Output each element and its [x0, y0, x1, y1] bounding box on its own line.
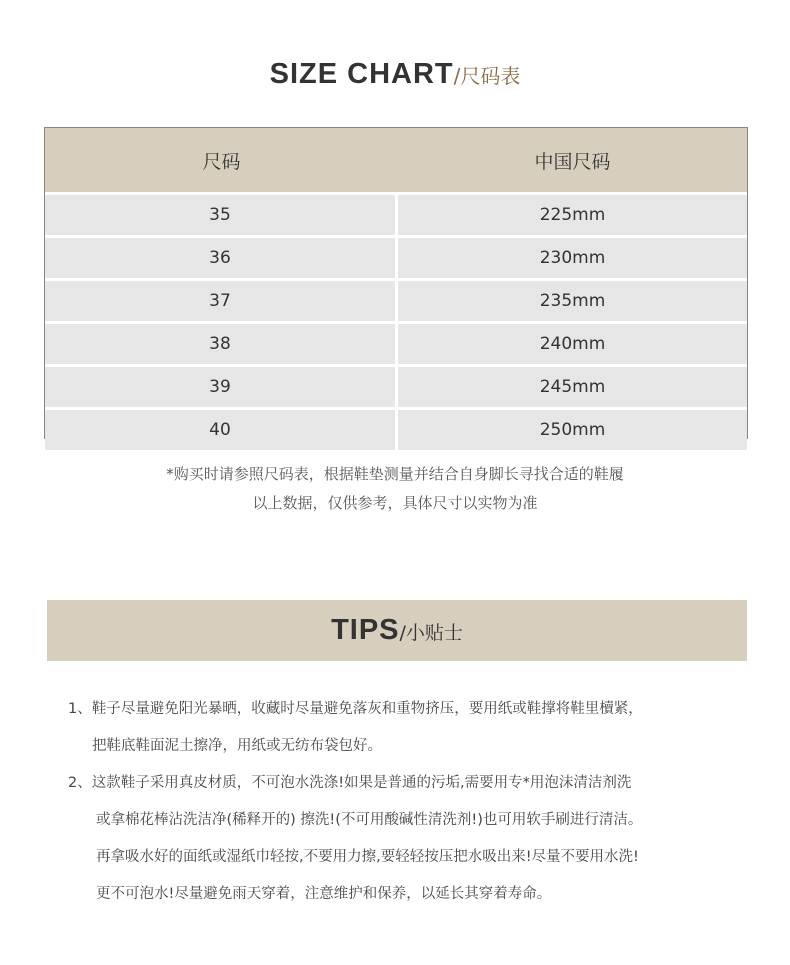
size-cell: 39 [45, 367, 398, 410]
size-table [44, 127, 748, 439]
tips-banner [47, 600, 747, 661]
length-cell: 225mm [398, 195, 747, 238]
tips-list [68, 696, 758, 918]
size-chart-title-main: SIZE CHART [269, 58, 454, 90]
table-row [45, 324, 747, 367]
table-row [45, 238, 747, 281]
table-row [45, 410, 747, 450]
length-cell: 245mm [398, 367, 747, 410]
table-header-row [45, 128, 747, 195]
length-cell: 250mm [398, 410, 747, 450]
size-note-line-1: *购买时请参照尺码表，根据鞋垫测量并结合自身脚长寻找合适的鞋履 [166, 465, 624, 483]
size-cell: 38 [45, 324, 398, 367]
tips-title-sub: /小贴士 [399, 622, 463, 644]
tip-line: 2、这款鞋子采用真皮材质，不可泡水洗涤!如果是普通的污垢,需要用专*用泡沫清洁剂洗 [68, 775, 632, 791]
table-row [45, 367, 747, 410]
size-cell: 36 [45, 238, 398, 281]
length-cell: 235mm [398, 281, 747, 324]
tip-line: 把鞋底鞋面泥土擦净，用纸或无纺布袋包好。 [92, 738, 382, 754]
size-cell: 37 [45, 281, 398, 324]
size-cell: 40 [45, 410, 398, 450]
tip-line: 或拿棉花棒沾洗洁净(稀释开的) 擦洗!(不可用酸碱性清洗剂!)也可用软手刷进行清洁。 [96, 812, 643, 828]
size-cell: 35 [45, 195, 398, 238]
column-header-china-size: 中国尺码 [398, 128, 747, 195]
table-row [45, 195, 747, 238]
length-cell: 240mm [398, 324, 747, 367]
size-note [0, 460, 790, 518]
size-note-line-2: 以上数据，仅供参考，具体尺寸以实物为准 [252, 494, 538, 512]
size-chart-title-sub: /尺码表 [453, 64, 521, 88]
length-cell: 230mm [398, 238, 747, 281]
size-chart-title [0, 54, 790, 98]
tip-line: 1、鞋子尽量避免阳光暴晒，收藏时尽量避免落灰和重物挤压，要用纸或鞋撑将鞋里櫝紧， [68, 701, 643, 717]
table-row [45, 281, 747, 324]
tip-line: 再拿吸水好的面纸或湿纸巾轻按,不要用力擦,要轻轻按压把水吸出来!尽量不要用水洗! [96, 849, 639, 865]
column-header-size: 尺码 [45, 128, 398, 195]
tips-title-main: TIPS [331, 614, 400, 646]
tip-line: 更不可泡水!尽量避免雨天穿着，注意维护和保养，以延长其穿着寿命。 [96, 886, 552, 902]
